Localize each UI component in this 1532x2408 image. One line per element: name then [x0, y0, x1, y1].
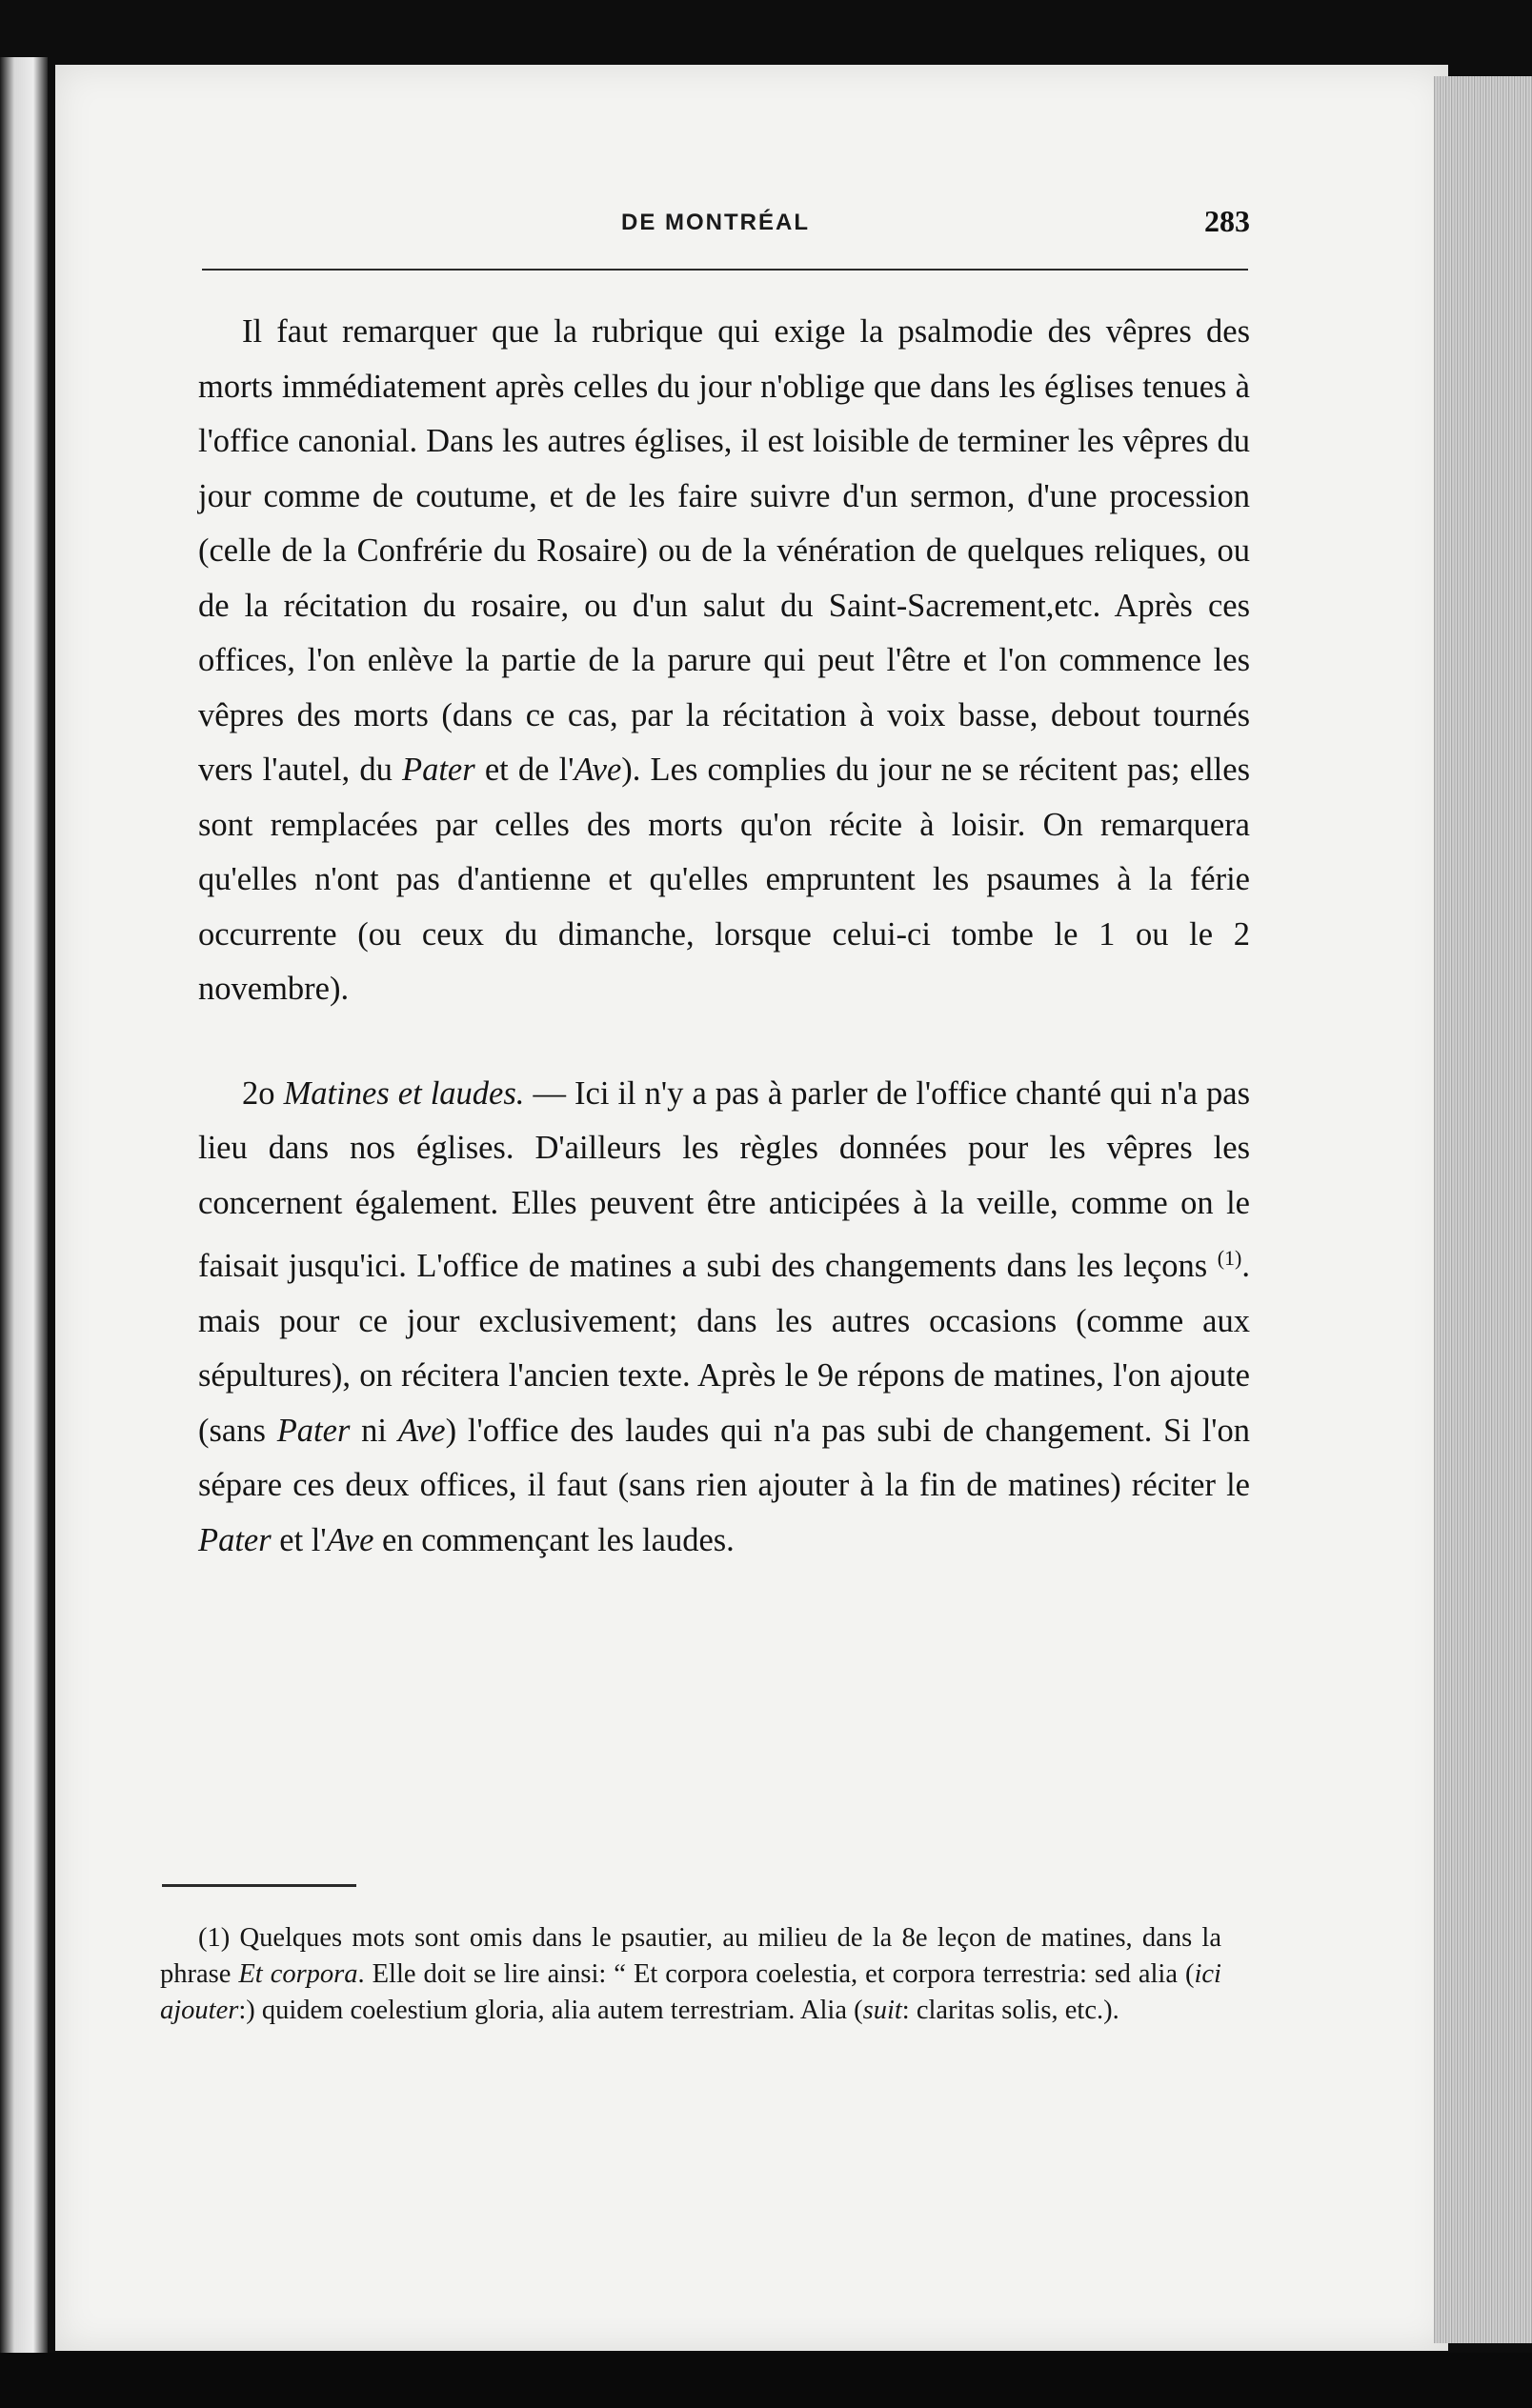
italic-term: Ave — [326, 1521, 374, 1558]
text-run: :) quidem coelestium gloria, alia autem terrestriam. Alia ( — [238, 1996, 863, 2025]
facing-page-edge — [0, 57, 48, 2353]
page-block-edges — [1434, 76, 1532, 2343]
footnote-reference[interactable]: (1) — [1217, 1246, 1242, 1270]
page-header — [202, 200, 1250, 257]
italic-term: Ave — [397, 1412, 446, 1449]
section-heading: Matines et laudes. — [283, 1074, 525, 1112]
paragraph-vespers — [198, 305, 1250, 1017]
header-rule — [202, 269, 1248, 271]
text-run: et de l' — [474, 752, 574, 788]
italic-term: Pater — [198, 1521, 272, 1558]
italic-term: Pater — [276, 1412, 351, 1449]
text-run: ) l'office des laudes qui n'a pas subi de changement. Si l'on sépare ces deux offices, il faut (sans rien ajouter à la fin de matines) réciter le — [198, 1412, 1251, 1503]
text-run: ). Les complies du jour ne se récitent pas; elles sont remplacées par celles des morts qu'on récite à loisir. On remarquera qu'elles n'ont pas d'antienne et qu'elles empruntent les psaumes à la férie occurrente (ou ceux du dimanche, lorsque celui-ci tombe le 1 ou le 2 novembre). — [198, 752, 1250, 1007]
text-run: (1) Quelques mots sont omis dans le psautier, au milieu de la 8e leçon de matines, dans la phrase — [160, 1923, 1221, 1989]
text-run: et l' — [271, 1521, 327, 1558]
running-title: DE MONTRÉAL — [621, 210, 810, 235]
italic-term: ici ajouter — [160, 1959, 1221, 2025]
italic-term: Pater — [402, 752, 475, 788]
scan-shadow — [0, 2353, 1532, 2408]
footnote-rule — [162, 1884, 356, 1887]
text-run: en commençant les laudes. — [373, 1521, 735, 1558]
italic-term: Et corpora — [238, 1959, 358, 1989]
text-run: ni — [350, 1412, 398, 1449]
text-run: — Ici il n'y a pas à parler de l'office chanté qui n'a pas lieu dans nos églises. D'ailleurs les règles données pour les vêpres les concernent également. Elles peuvent être anticipées à la veille, comme on le faisait jusqu'ici. L'office de matines a subi des changements dans les leçons — [198, 1074, 1251, 1284]
text-run: . Elle doit se lire ainsi: “ Et corpora coelestia, et corpora terrestria: sed alia ( — [357, 1959, 1195, 1989]
italic-term: suit — [862, 1996, 902, 2025]
paragraph-matins — [198, 1067, 1250, 1569]
text-run: Il faut remarquer que la rubrique qui exige la psalmodie des vêpres des morts immédiatement après celles du jour n'oblige que dans les églises tenues à l'office canonial. Dans les autres églises, il est loisible de terminer les vêpres du jour comme de coutume, et de les faire suivre d'un sermon, d'une procession (celle de la Confrérie du Rosaire) ou de la vénération de quelques reliques, ou de la récitation du rosaire, ou d'un salut du Saint-Sacrement,etc. Après ces offices, l'on enlève la partie de la parure qui peut l'être et l'on commence les vêpres des morts (dans ce cas, par la récitation à voix basse, debout tournés vers l'autel, du — [198, 313, 1250, 788]
text-run: . mais pour ce jour exclusivement; dans les autres occasions (comme aux sépultures), on récitera l'ancien texte. Après le 9e répons de matines, l'on ajoute (sans — [198, 1248, 1250, 1449]
main-text — [198, 305, 1250, 1568]
italic-term: Ave — [574, 752, 622, 788]
page-number: 283 — [1204, 204, 1250, 238]
section-number: 2o — [242, 1074, 284, 1112]
text-run: : claritas solis, etc.). — [901, 1996, 1119, 2025]
footnote — [160, 1920, 1221, 2029]
